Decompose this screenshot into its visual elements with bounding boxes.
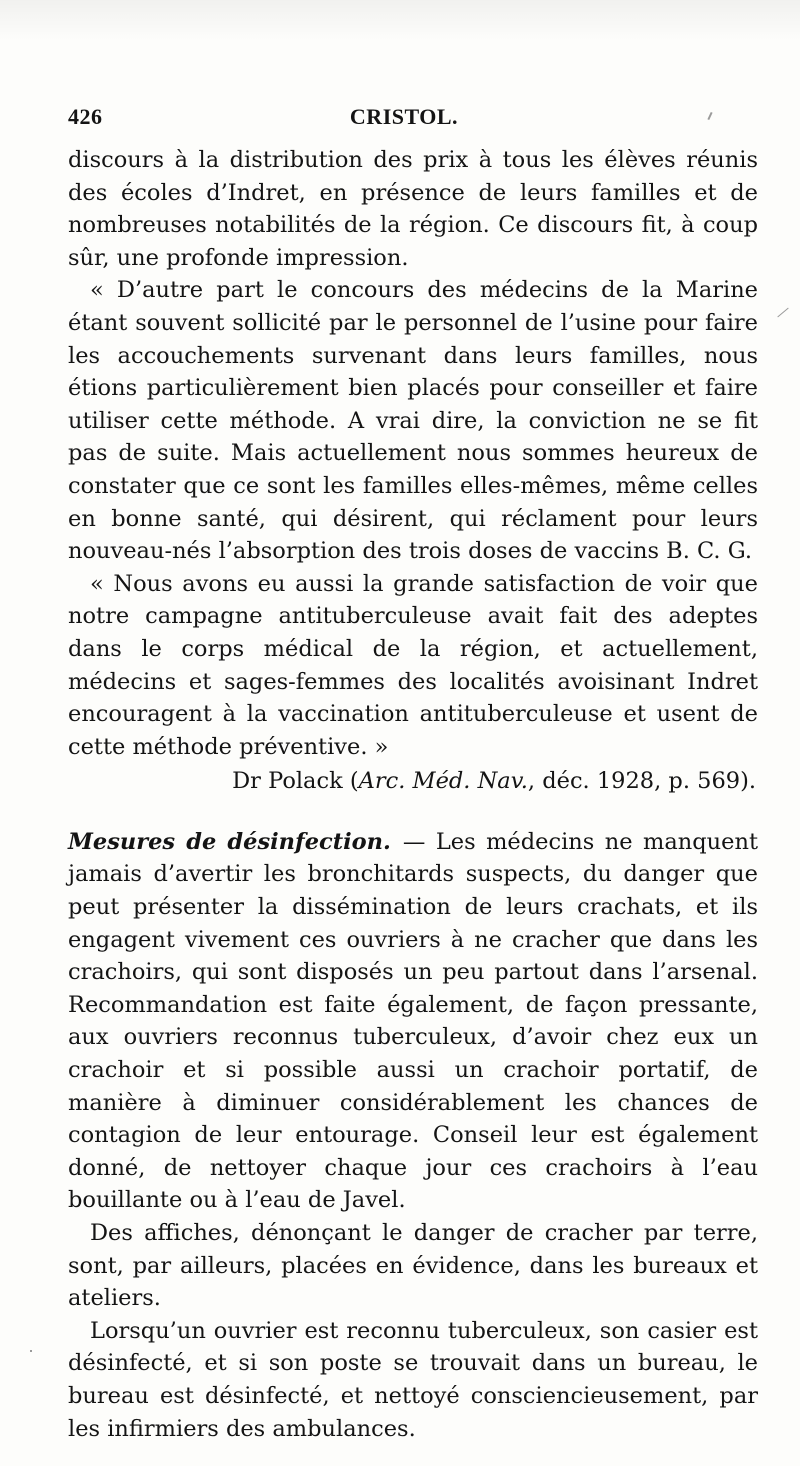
page-edge-shadow	[0, 0, 800, 40]
citation-details: , déc. 1928, p. 569).	[527, 768, 756, 795]
section-paragraph	[68, 826, 758, 1217]
page-body	[68, 144, 758, 1445]
section-title: Mesures de désinfection.	[68, 828, 391, 855]
citation	[68, 765, 758, 798]
print-speck	[30, 1350, 32, 1352]
print-speck	[777, 308, 788, 318]
section-spacer	[68, 798, 758, 826]
paragraph: Des affiches, dénonçant le danger de cracher par terre, sont, par ailleurs, placées en évidence, dans les bureaux et ateliers.	[68, 1220, 758, 1312]
running-title: CRISTOL.	[349, 104, 459, 129]
paragraph: « Nous avons eu aussi la grande satisfaction de voir que notre campagne antituberculeuse avait fait des adeptes dans le corps médical de la région, et actuellement, médecins et sages-femmes des localités avoisinant Indret encouragent à la vaccination antituberculeuse et usent de cette méthode préventive. »	[68, 570, 758, 760]
page-header	[68, 104, 760, 134]
page-number: 426	[68, 104, 103, 129]
paragraph: discours à la distribution des prix à tous les élèves réunis des écoles d’Indret, en présence de leurs familles et de nombreuses notabilités de la région. Ce discours fit, à coup sûr, une profonde impression.	[68, 147, 758, 271]
paragraph: « D’autre part le concours des médecins de la Marine étant souvent sollicité par le personnel de l’usine pour faire les accouchements survenant dans leurs familles, nous étions particulièrement bien placés pour conseiller et faire utiliser cette méthode. A vrai dire, la conviction ne se fit pas de suite. Mais actuellement nous sommes heureux de constater que ce sont les familles elles-mêmes, même celles en bonne santé, qui désirent, qui réclament pour leurs nouveau-nés l’absorption des trois doses de vaccins B. C. G.	[68, 277, 758, 565]
citation-author: Dr Polack (	[232, 768, 359, 795]
paragraph: Lorsqu’un ouvrier est reconnu tuberculeux, son casier est désinfecté, et si son poste se trouvait dans un bureau, le bureau est désinfecté, et nettoyé consciencieusement, par les infirmiers des ambulances.	[68, 1317, 758, 1442]
section-paragraph-text: — Les médecins ne manquent jamais d’avertir les bronchitards suspects, du danger que peut présenter la dissémination de leurs crachats, et ils engagent vivement ces ouvriers à ne cracher que dans les crachoirs, qui sont disposés un peu partout dans l’arsenal. Recommandation est faite également, de façon pressante, aux ouvriers reconnus tuberculeux, d’avoir chez eux un crachoir et si possible aussi un crachoir portatif, de manière à diminuer considérablement les chances de contagion de leur entourage. Conseil leur est également donné, de nettoyer chaque jour ces crachoirs à l’eau bouillante ou à l’eau de Javel.	[68, 828, 758, 1214]
citation-journal: Arc. Méd. Nav.	[358, 768, 528, 795]
